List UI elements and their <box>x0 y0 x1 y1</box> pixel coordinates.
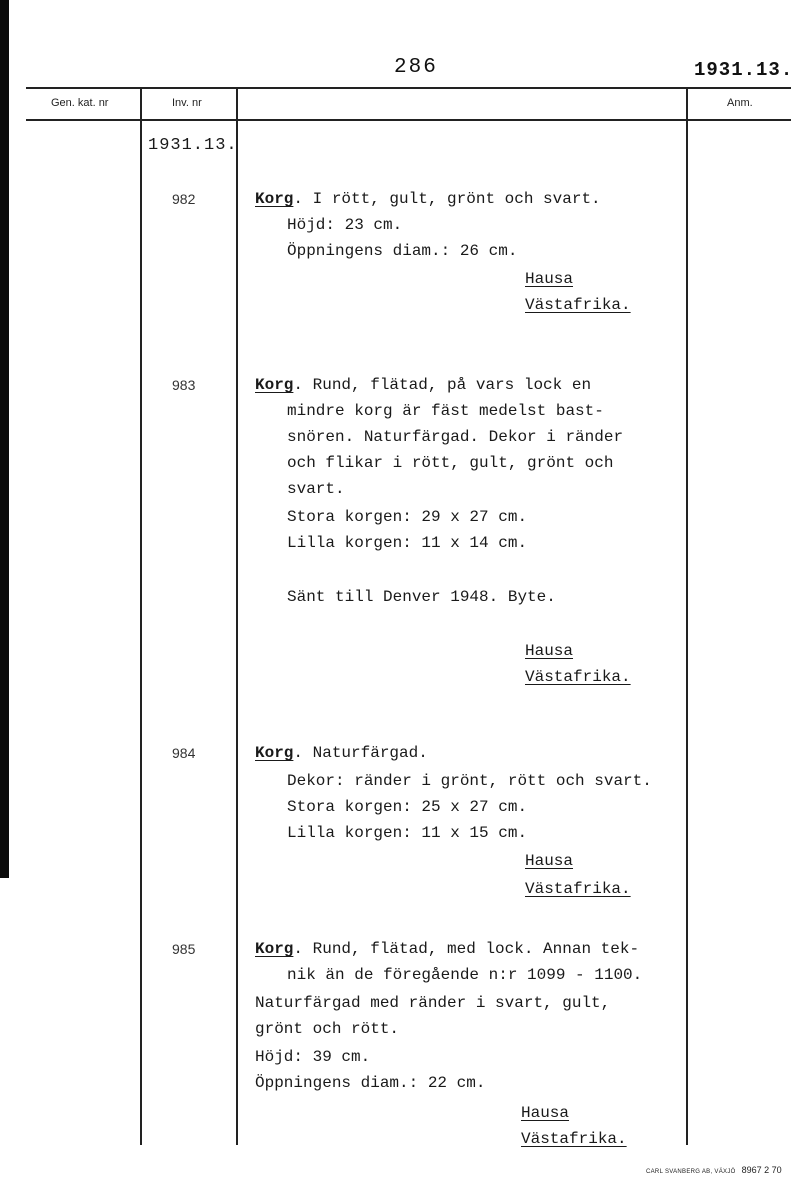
entry-line: snören. Naturfärgad. Dekor i ränder <box>287 428 624 446</box>
binding-edge <box>0 0 9 878</box>
inv-number: 984 <box>172 745 196 761</box>
entry-first-line: Korg. I rött, gult, grönt och svart. <box>255 190 601 208</box>
entry-line: svart. <box>287 480 345 498</box>
entry-line: Stora korgen: 29 x 27 cm. <box>287 508 528 526</box>
column-divider-3 <box>686 87 688 1145</box>
entry-line: nik än de föregående n:r 1099 - 1100. <box>287 966 643 984</box>
column-header-inv: Inv. nr <box>172 97 202 109</box>
entry-line: Sänt till Denver 1948. Byte. <box>287 588 556 606</box>
print-footer <box>646 1160 782 1178</box>
entry-line: Lilla korgen: 11 x 15 cm. <box>287 824 528 842</box>
entry-line: Naturfärgad med ränder i svart, gult, <box>255 994 611 1012</box>
collection-code: 1931.13. <box>148 136 238 155</box>
inv-number: 983 <box>172 377 196 393</box>
column-header-gen-kat: Gen. kat. nr <box>51 97 109 109</box>
entry-people: Hausa <box>521 1104 570 1122</box>
entry-people: Hausa <box>525 642 574 660</box>
column-header-anm: Anm. <box>727 97 753 109</box>
inv-number: 985 <box>172 941 196 957</box>
column-divider-2 <box>236 87 238 1145</box>
entry-line: Öppningens diam.: 22 cm. <box>255 1074 486 1092</box>
entry-region: Västafrika. <box>525 668 631 686</box>
entry-title: Korg <box>255 190 294 208</box>
entry-line: Öppningens diam.: 26 cm. <box>287 242 518 260</box>
entry-line: och flikar i rött, gult, grönt och <box>287 454 614 472</box>
entry-people: Hausa <box>525 270 574 288</box>
inv-number: 982 <box>172 191 196 207</box>
entry-line: grönt och rött. <box>255 1020 400 1038</box>
entry-region: Västafrika. <box>525 296 631 314</box>
entry-title: Korg <box>255 940 294 958</box>
entry-line: mindre korg är fäst medelst bast- <box>287 402 604 420</box>
entry-line: Stora korgen: 25 x 27 cm. <box>287 798 528 816</box>
entry-line: Höjd: 39 cm. <box>255 1048 371 1066</box>
column-divider-1 <box>140 87 142 1145</box>
entry-title: Korg <box>255 376 294 394</box>
entry-region: Västafrika. <box>521 1130 627 1148</box>
entry-line: Dekor: ränder i grönt, rött och svart. <box>287 772 652 790</box>
entry-line: Lilla korgen: 11 x 14 cm. <box>287 534 528 552</box>
entry-first-line: Korg. Rund, flätad, med lock. Annan tek- <box>255 940 640 958</box>
header-entry-code: 1931.13. <box>694 59 794 81</box>
entry-line: Höjd: 23 cm. <box>287 216 403 234</box>
entry-title: Korg <box>255 744 294 762</box>
form-code: 8967 2 70 <box>741 1165 782 1175</box>
entry-people: Hausa <box>525 852 574 870</box>
printer-name: CARL SVANBERG AB, VÄXJÖ <box>646 1169 736 1175</box>
entry-region: Västafrika. <box>525 880 631 898</box>
page-number: 286 <box>394 56 438 79</box>
entry-first-line: Korg. Naturfärgad. <box>255 744 428 762</box>
entry-first-line: Korg. Rund, flätad, på vars lock en <box>255 376 592 394</box>
